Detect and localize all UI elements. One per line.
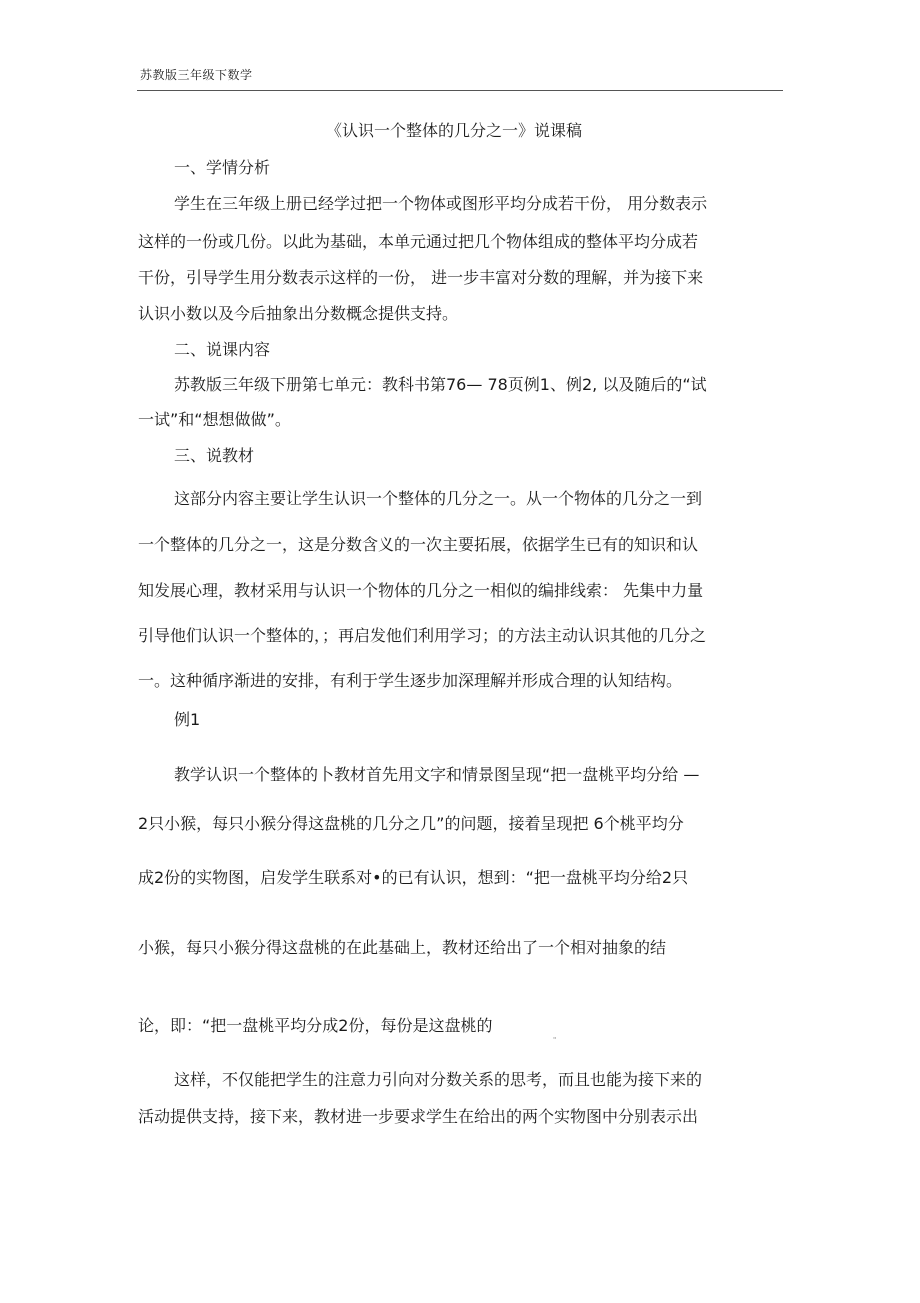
paragraph-line: 一试”和“想想做做”。: [138, 410, 291, 429]
header-rule: [137, 90, 783, 91]
paragraph-line: 2只小猴，每只小猴分得这盘桃的几分之几”的问题，接着呈现把 6个桃平均分: [138, 814, 684, 833]
paragraph-line: 一个整体的几分之一，这是分数含义的一次主要拓展，依据学生已有的知识和认: [138, 535, 699, 554]
paragraph-line: 引导他们认识一个整体的，；再启发他们利用学习；的方法主动认识其他的几分之: [138, 626, 707, 645]
paragraph-line: 活动提供支持，接下来，教材进一步要求学生在给出的两个实物图中分别表示出: [138, 1107, 699, 1126]
paragraph-line: 这样，不仅能把学生的注意力引向对分数关系的思考，而且也能为接下来的: [174, 1070, 703, 1089]
paragraph-line: 论，即：“把一盘桃平均分成2份，每份是这盘桃的: [138, 1016, 493, 1035]
paragraph-line: 苏教版三年级下册第七单元：教科书第76— 78页例1、例2, 以及随后的“试: [174, 375, 707, 394]
paragraph-line: 知发展心理，教材采用与认识一个物体的几分之一相似的编排线索： 先集中力量: [138, 581, 704, 600]
page-header: 苏教版三年级下数学: [140, 68, 253, 82]
paragraph-line: 这样的一份或几份。以此为基础，本单元通过把几个物体组成的整体平均分成若: [138, 232, 699, 251]
section-heading: 三、说教材: [174, 446, 255, 465]
paragraph-line: 干份，引导学生用分数表示这样的一份， 进一步丰富对分数的理解，并为接下来: [138, 268, 704, 287]
section-heading: 二、说课内容: [174, 340, 271, 359]
section-heading: 一、学情分析: [174, 158, 271, 177]
stray-mark: ": [553, 1036, 557, 1044]
paragraph-line: 小猴，每只小猴分得这盘桃的在此基础上，教材还给出了一个相对抽象的结: [138, 938, 667, 957]
example-label: 例1: [174, 710, 201, 729]
paragraph-line: 学生在三年级上册已经学过把一个物体或图形平均分成若干份， 用分数表示: [174, 194, 708, 213]
paragraph-line: 教学认识一个整体的卜教材首先用文字和情景图呈现“把一盘桃平均分给 —: [174, 765, 700, 784]
paragraph-line: 认识小数以及今后抽象出分数概念提供支持。: [138, 304, 459, 323]
paragraph-line: 成2份的实物图，启发学生联系对•的已有认识，想到：“把一盘桃平均分给2只: [138, 868, 689, 887]
document-title: 《认识一个整体的几分之一》说课稿: [326, 121, 583, 140]
paragraph-line: 一。这种循序渐进的安排，有利于学生逐步加深理解并形成合理的认知结构。: [138, 671, 683, 690]
paragraph-line: 这部分内容主要让学生认识一个整体的几分之一。从一个物体的几分之一到: [174, 489, 703, 508]
